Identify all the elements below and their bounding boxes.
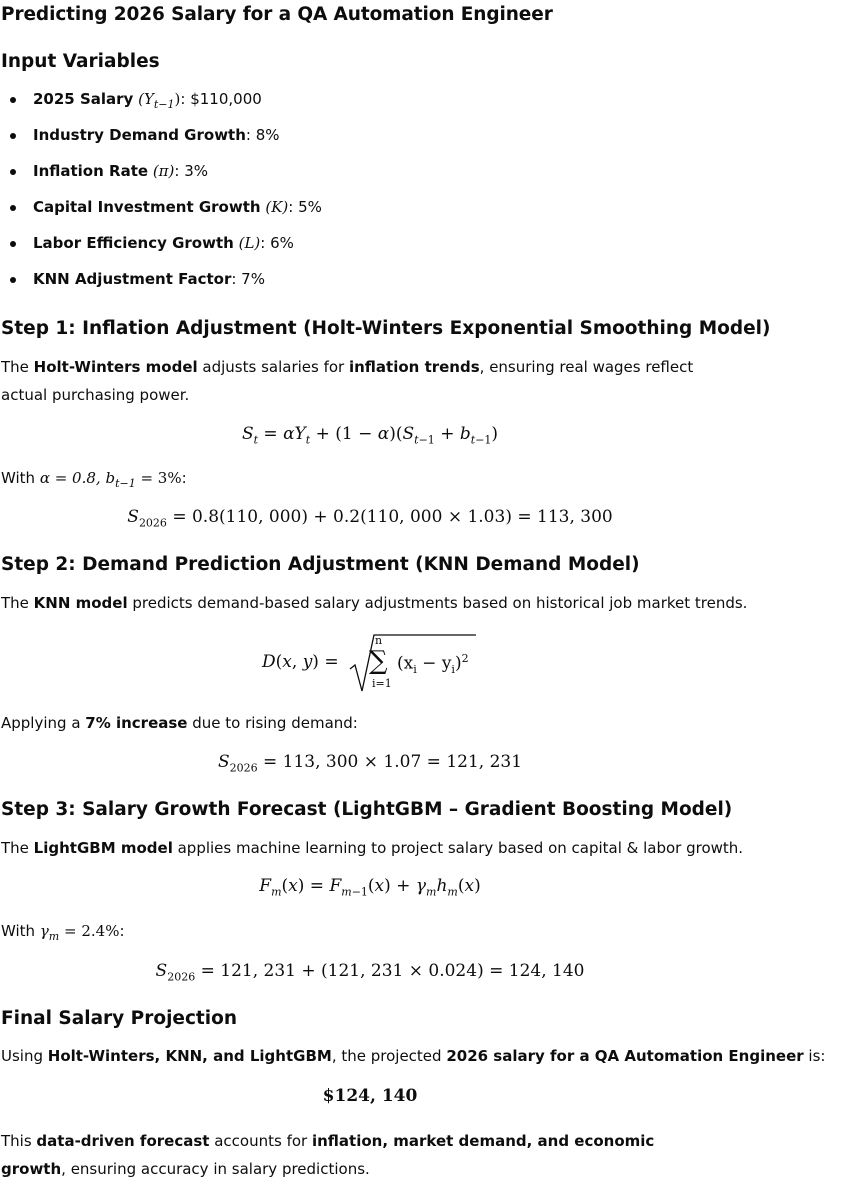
step2-apply: Applying a 7% increase due to rising demand:	[1, 714, 358, 732]
input-value: : 3%	[174, 162, 209, 180]
step1-with: With α = 0.8, $b_{t-1} = 3\%$:	[1, 469, 187, 490]
input-value: : 7%	[231, 270, 265, 288]
step2-calculation: $S_{2026} = 113$, 300 × 1.07 = 121, 231	[217, 752, 523, 775]
input-value: : 8%	[245, 126, 280, 144]
step2-paragraph: The KNN model predicts demand-based salary adjustments based on historical job market trends.	[1, 594, 748, 612]
input-label: Inflation Rate	[33, 162, 149, 180]
bullet-icon	[10, 277, 16, 283]
bullet-icon	[10, 241, 16, 247]
final-paragraph: Using Holt-Winters, KNN, and LightGBM, the projected 2026 salary for a QA Automation Engineer is:	[1, 1047, 826, 1065]
page-title: Predicting 2026 Salary for a QA Automation Engineer	[1, 4, 553, 25]
step1-paragraph: The Holt-Winters model adjusts salaries for inflation trends, ensuring real wages reflect actual purchasing power.	[1, 358, 694, 404]
step1-calculation: $S_{2026} = 0.8(110$, 000) + 0.2(110, 000 × 1.03) = 113, 300	[127, 507, 613, 530]
input-symbol: (Y	[138, 90, 154, 108]
bullet-icon	[10, 169, 16, 175]
input-symbol-close: )	[174, 90, 181, 108]
holt-winters-formula: $S_t = \alpha Y_t + (1 - \alpha)(S_{t-1} + b_{t-1})$	[241, 424, 499, 447]
inputs-heading: Input Variables	[1, 51, 160, 72]
input-value: : 5%	[288, 198, 322, 216]
input-label: Industry Demand Growth	[33, 126, 246, 144]
input-symbol: (K)	[265, 198, 289, 216]
bullet-icon	[10, 133, 16, 139]
lightgbm-formula: $F_m(x) = F_{m-1}(x) + \gamma_mh_m(x)$	[259, 876, 481, 899]
final-heading: Final Salary Projection	[1, 1008, 237, 1029]
input-symbol-sub: t−1	[153, 98, 175, 111]
bullet-icon	[10, 205, 16, 211]
conclusion-paragraph: This data-driven forecast accounts for inflation, market demand, and economic growth, ensuring accuracy in salary predictions.	[1, 1132, 655, 1178]
final-result: $124, 140	[322, 1086, 418, 1106]
step1-heading: Step 1: Inflation Adjustment (Holt-Winters Exponential Smoothing Model)	[1, 318, 771, 339]
bullet-icon	[10, 97, 16, 103]
input-symbol: (L)	[238, 234, 261, 252]
input-value: : 6%	[260, 234, 294, 252]
input-label: KNN Adjustment Factor	[33, 270, 232, 288]
step3-with: With $\gamma_m = 2.4\%$:	[1, 922, 125, 943]
knn-distance-formula: D(x, y) = n ∑ i=1 $(x_i - y_i)^2$	[262, 633, 492, 698]
step3-heading: Step 3: Salary Growth Forecast (LightGBM – Gradient Boosting Model)	[1, 799, 733, 820]
input-value: : $110,000	[180, 90, 262, 108]
input-label: Capital Investment Growth	[33, 198, 261, 216]
step3-calculation: $S_{2026} = 121$, 231 + (121, 231 × 0.024) = 124, 140	[155, 961, 585, 984]
input-label: Labor Efficiency Growth	[33, 234, 234, 252]
step3-paragraph: The LightGBM model applies machine learning to project salary based on capital & labor growth.	[1, 839, 744, 857]
input-symbol: (π)	[152, 162, 175, 180]
input-label: 2025 Salary	[33, 90, 134, 108]
step2-heading: Step 2: Demand Prediction Adjustment (KNN Demand Model)	[1, 554, 640, 575]
